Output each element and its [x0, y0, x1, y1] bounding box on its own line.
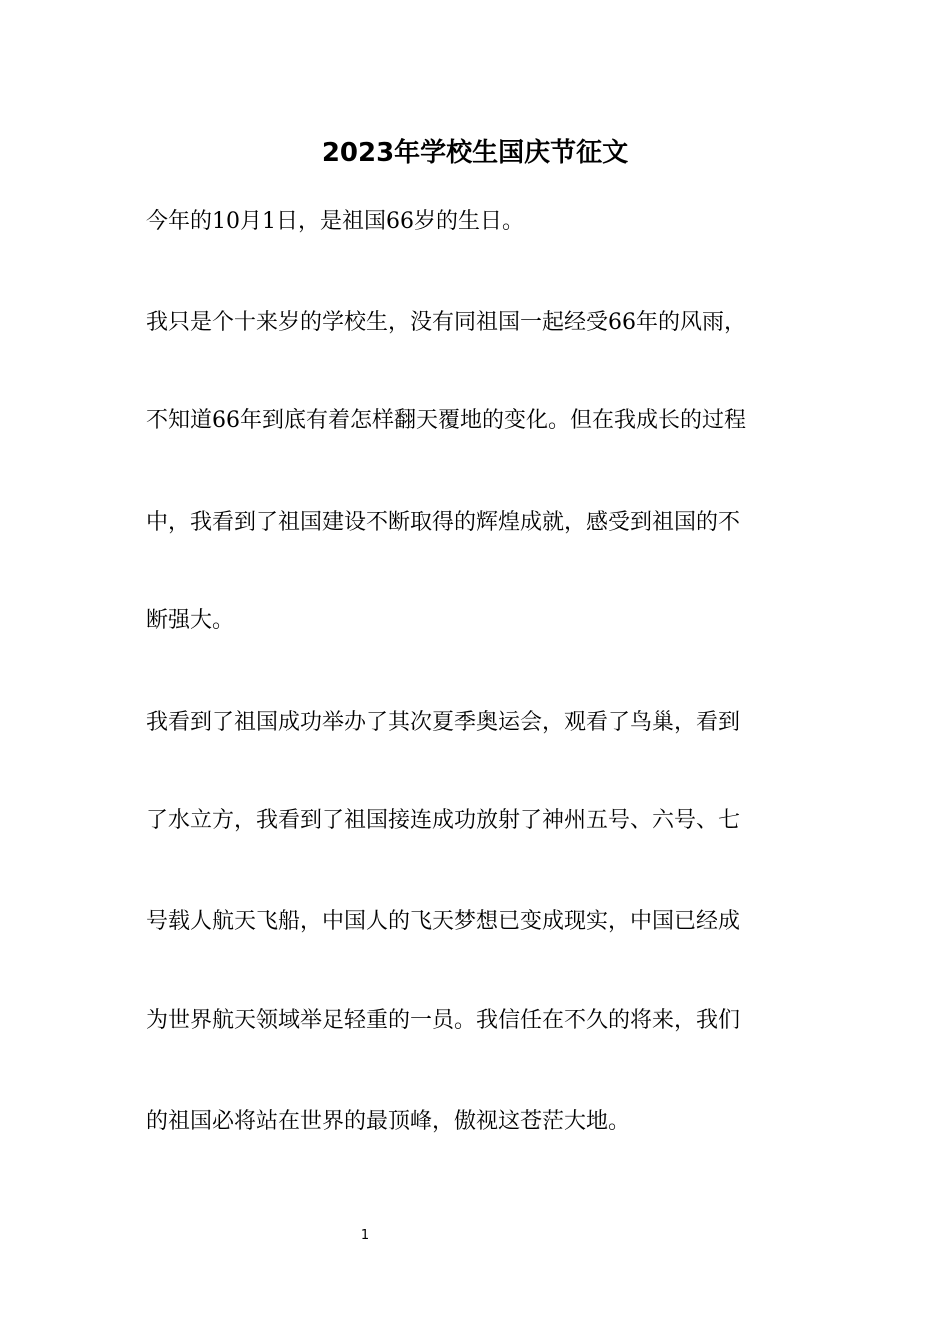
page-number: 1	[360, 1228, 370, 1243]
paragraph-line: 号载人航天飞船，中国人的飞天梦想已变成现实，中国已经成	[146, 909, 741, 934]
paragraph-line: 为世界航天领域举足轻重的一员。我信任在不久的将来，我们	[146, 1008, 741, 1033]
paragraph-line: 的祖国必将站在世界的最顶峰，傲视这苍茫大地。	[146, 1109, 631, 1134]
document-title: 2023年学校生国庆节征文	[321, 138, 629, 168]
paragraph-line: 不知道66年到底有着怎样翻天覆地的变化。但在我成长的过程	[146, 408, 746, 433]
paragraph-line: 了水立方，我看到了祖国接连成功放射了神州五号、六号、七	[146, 808, 741, 833]
paragraph-line: 我看到了祖国成功举办了其次夏季奥运会，观看了鸟巢，看到	[146, 710, 741, 735]
paragraph-line: 中，我看到了祖国建设不断取得的辉煌成就，感受到祖国的不	[146, 510, 741, 535]
paragraph-line: 断强大。	[146, 608, 235, 633]
paragraph-line: 我只是个十来岁的学校生，没有同祖国一起经受66年的风雨，	[146, 310, 746, 335]
paragraph-line: 今年的10月1日，是祖国66岁的生日。	[146, 209, 524, 234]
